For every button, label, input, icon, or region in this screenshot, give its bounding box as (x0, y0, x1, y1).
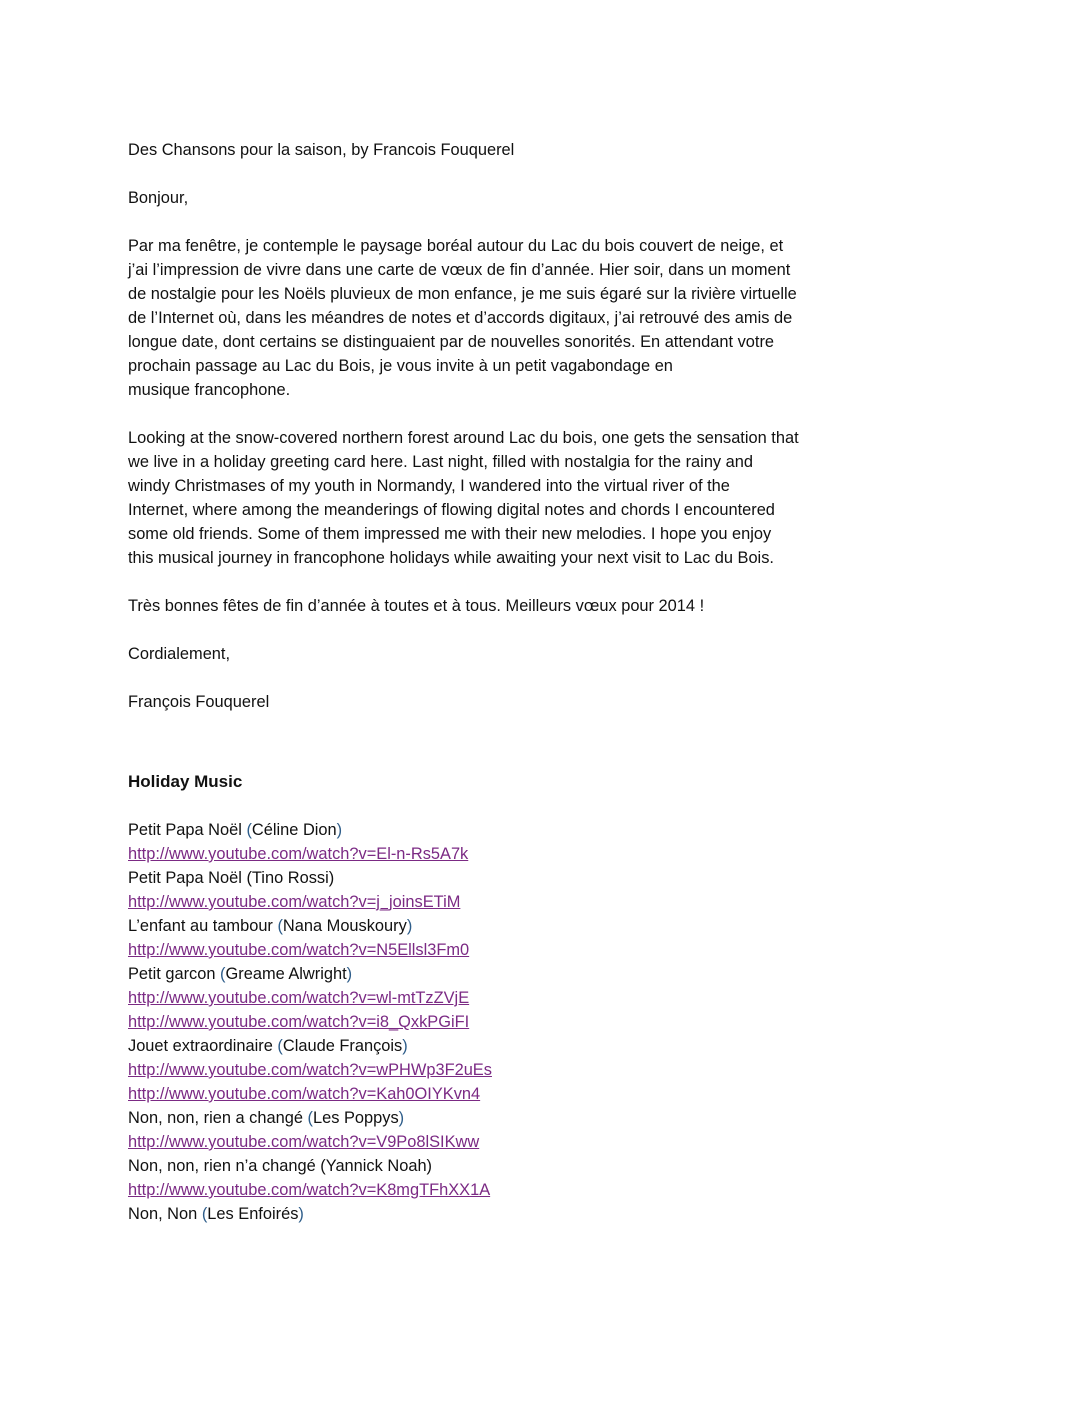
video-link-row (128, 1178, 888, 1202)
paren-open: ( (277, 917, 283, 935)
song-entry: Petit Papa Noël (Tino Rossi) (128, 869, 335, 887)
holiday-wishes: Très bonnes fêtes de fin d’année à toutes et à tous. Meilleurs vœux pour 2014 ! (128, 597, 705, 615)
paren-close: ) (336, 821, 343, 839)
paren-open: ( (246, 821, 252, 839)
signoff: Cordialement, (128, 645, 231, 663)
video-link[interactable]: http://www.youtube.com/watch?v=V9Po8lSIKww (128, 1133, 480, 1151)
paragraph-line: Par ma fenêtre, je contemple le paysage boréal autour du Lac du bois couvert de neige, et (128, 237, 784, 255)
paragraph-line: j’ai l’impression de vivre dans une carte de vœux de fin d’année. Hier soir, dans un moment (128, 261, 791, 279)
paren-close: ) (298, 1205, 304, 1223)
paren-open: ( (277, 1037, 283, 1055)
document-title: Des Chansons pour la saison, by Francois Fouquerel (128, 141, 515, 159)
video-link[interactable]: http://www.youtube.com/watch?v=wl-mtTzZVjE (128, 989, 470, 1007)
paren-close: ) (406, 917, 413, 935)
video-link-row (128, 1082, 888, 1106)
video-link-row (128, 938, 888, 962)
song-title: Non, Non (128, 1205, 202, 1223)
french-paragraph (128, 234, 888, 402)
paren-open: ( (307, 1109, 313, 1127)
paragraph-line: prochain passage au Lac du Bois, je vous invite à un petit vagabondage en (128, 357, 673, 375)
video-link-row (128, 842, 888, 866)
artist-name: Les Poppys (312, 1109, 399, 1127)
song-entry (128, 962, 888, 986)
video-link[interactable]: http://www.youtube.com/watch?v=wPHWp3F2uEs (128, 1061, 492, 1079)
paren-open: ( (201, 1205, 208, 1223)
video-link-row (128, 890, 888, 914)
video-link-row (128, 1058, 888, 1082)
song-title: Petit garcon (128, 965, 221, 983)
video-link[interactable]: http://www.youtube.com/watch?v=El-n-Rs5A7k (128, 845, 469, 863)
music-list (128, 818, 888, 1226)
song-entry (128, 1106, 888, 1130)
artist-name: Claude François (282, 1037, 403, 1055)
song-entry (128, 1202, 888, 1226)
paren-close: ) (402, 1037, 408, 1055)
paragraph-line: de l’Internet où, dans les méandres de notes et d’accords digitaux, j’ai retrouvé des amis de (128, 309, 793, 327)
paragraph-line: windy Christmases of my youth in Normandy, I wandered into the virtual river of the (128, 477, 730, 495)
paren-close: ) (346, 965, 353, 983)
paragraph-line: de nostalgie pour les Noëls pluvieux de mon enfance, je me suis égaré sur la rivière virtuelle (128, 285, 797, 303)
paragraph-line: Internet, where among the meanderings of flowing digital notes and chords I encountered (128, 501, 775, 519)
paragraph-line: this musical journey in francophone holidays while awaiting your next visit to Lac du Bois. (128, 549, 774, 567)
video-link[interactable]: http://www.youtube.com/watch?v=i8_QxkPGiFI (128, 1013, 470, 1031)
artist-name: Les Enfoirés (207, 1205, 299, 1223)
paragraph-line: we live in a holiday greeting card here. Last night, filled with nostalgia for the rainy and (128, 453, 754, 471)
video-link-row (128, 1010, 888, 1034)
song-entry (128, 914, 888, 938)
english-paragraph (128, 426, 888, 570)
paragraph-line: Looking at the snow-covered northern forest around Lac du bois, one gets the sensation that (128, 429, 799, 447)
artist-name: Nana Mouskoury (282, 917, 407, 935)
paragraph-line: musique francophone. (128, 381, 291, 399)
paragraph-line: some old friends. Some of them impressed me with their new melodies. I hope you enjoy (128, 525, 772, 543)
document-page (128, 138, 888, 1226)
paragraph-line: longue date, dont certains se distinguaient par de nouvelles sonorités. En attendant votre (128, 333, 775, 351)
video-link[interactable]: http://www.youtube.com/watch?v=j_joinsETiM (128, 893, 461, 911)
song-title: Petit Papa Noël (128, 821, 247, 839)
song-entry: Non, non, rien n’a changé (Yannick Noah) (128, 1157, 433, 1175)
song-entry (128, 818, 888, 842)
song-title: L’enfant au tambour (128, 917, 278, 935)
video-link[interactable]: http://www.youtube.com/watch?v=N5Ellsl3Fm0 (128, 941, 470, 959)
paren-open: ( (220, 965, 226, 983)
signature: François Fouquerel (128, 693, 270, 711)
artist-name: Céline Dion (251, 821, 337, 839)
video-link-row (128, 1130, 888, 1154)
song-title: Non, non, rien a changé (128, 1109, 308, 1127)
video-link[interactable]: http://www.youtube.com/watch?v=Kah0OIYKvn4 (128, 1085, 481, 1103)
video-link[interactable]: http://www.youtube.com/watch?v=K8mgTFhXX1A (128, 1181, 491, 1199)
section-heading: Holiday Music (128, 772, 243, 791)
paren-close: ) (398, 1109, 405, 1127)
video-link-row (128, 986, 888, 1010)
song-title: Jouet extraordinaire (128, 1037, 278, 1055)
artist-name: Greame Alwright (225, 965, 347, 983)
greeting: Bonjour, (128, 189, 189, 207)
song-entry (128, 1034, 888, 1058)
